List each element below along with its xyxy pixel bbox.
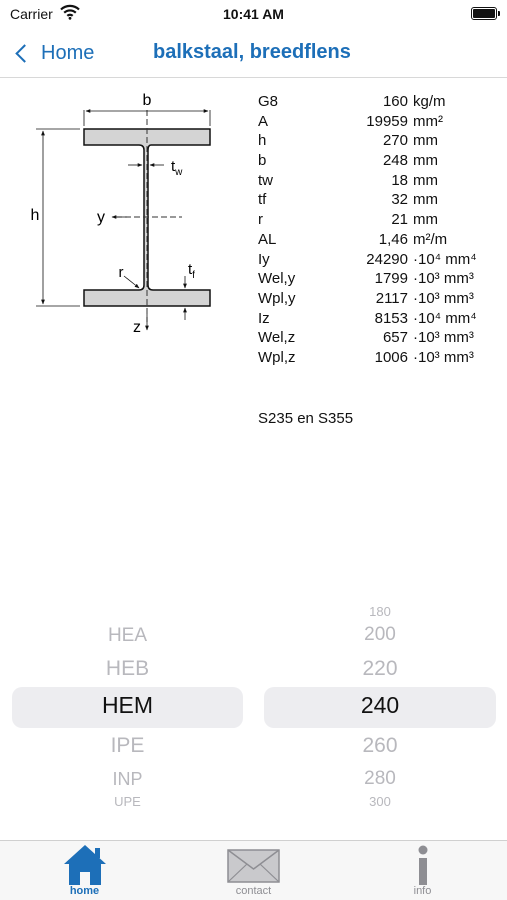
envelope-icon [227, 849, 280, 883]
picker-option[interactable]: 220 [362, 657, 398, 680]
i-beam-diagram [22, 88, 232, 338]
property-row: Wel,z 657 ·10³ mm³ [258, 329, 474, 347]
property-row: Wpl,z 1006 ·10³ mm³ [258, 348, 474, 366]
picker-option[interactable]: HEA [107, 625, 148, 646]
dimension-tw-label: $t_w$ [171, 158, 183, 178]
battery-icon [471, 7, 497, 20]
properties-table [258, 92, 498, 368]
axis-z-label: z [133, 319, 141, 336]
steel-grades-note: S235 en S355 [258, 410, 354, 427]
axis-y-label: y [97, 209, 105, 226]
tab-label: contact [235, 885, 272, 897]
picker-option[interactable]: INP [112, 769, 143, 789]
tab-label: info [413, 885, 432, 897]
property-row: r 21 mm [258, 211, 438, 229]
tab-info[interactable] [338, 841, 507, 900]
dimension-h-label: h [30, 207, 40, 224]
profile-size-picker[interactable] [264, 595, 496, 817]
property-row: AL 1,46 m²/m [258, 230, 448, 248]
dimension-tf-label: $t_f$ [188, 261, 195, 281]
picker-option[interactable]: IPE [110, 734, 145, 757]
back-label: Home [41, 41, 95, 64]
picker-option[interactable]: HEB [105, 657, 150, 680]
property-row: tf 32 mm [258, 191, 438, 209]
clock: 10:41 AM [223, 6, 284, 22]
picker-option[interactable]: UPE [114, 794, 141, 809]
profile-type-picker[interactable] [12, 595, 243, 817]
info-icon [417, 845, 429, 885]
back-button[interactable] [12, 38, 94, 68]
tab-label: home [69, 885, 100, 897]
tab-bar [0, 840, 507, 900]
tab-contact[interactable] [169, 841, 338, 900]
picker-selected-option[interactable]: HEM [101, 692, 154, 718]
picker-selected-option[interactable]: 240 [360, 692, 400, 718]
property-row: Wpl,y 2117 ·10³ mm³ [258, 289, 474, 307]
tab-home[interactable] [0, 841, 169, 900]
home-icon [62, 844, 108, 886]
status-bar [0, 0, 507, 30]
picker-option[interactable]: 300 [369, 794, 391, 809]
property-row: b 248 mm [258, 152, 438, 170]
property-row: Iz 8153 ·10⁴ mm⁴ [258, 309, 477, 327]
picker-option[interactable]: 260 [362, 734, 398, 757]
chevron-left-icon [15, 44, 33, 62]
property-row: Wel,y 1799 ·10³ mm³ [258, 270, 474, 288]
property-row: h 270 mm [258, 132, 438, 150]
picker-option[interactable]: 280 [364, 768, 396, 789]
property-row: A 19959 mm² [258, 112, 443, 130]
property-row: G8 160 kg/m [258, 93, 446, 110]
property-row: tw 18 mm [258, 171, 438, 189]
dimension-r-label: r [118, 264, 124, 281]
property-row: Iy 24290 ·10⁴ mm⁴ [258, 250, 477, 268]
carrier-label: Carrier [10, 6, 53, 22]
picker-option[interactable]: 200 [364, 624, 396, 645]
page-title: balkstaal, breedflens [153, 41, 351, 63]
dimension-b-label: b [142, 92, 152, 109]
picker-option[interactable]: 180 [369, 604, 391, 619]
navigation-bar [0, 30, 507, 78]
